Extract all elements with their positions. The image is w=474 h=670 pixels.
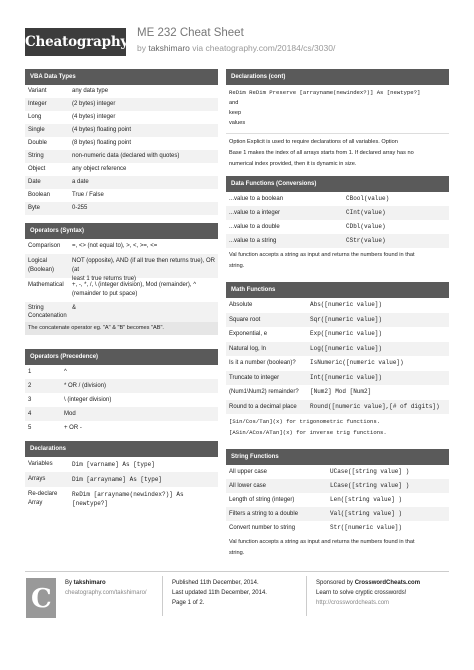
redim-line-4: values bbox=[229, 120, 246, 126]
row-value: True / False bbox=[72, 192, 104, 198]
row-label: Exponential, e bbox=[229, 331, 268, 337]
row-label: ...value to a string bbox=[229, 238, 277, 244]
footer-author-block bbox=[65, 578, 147, 598]
table-row bbox=[226, 465, 449, 479]
trig-note-line-1: [Sin/Cos/Tan](x) for trigonometric functions. bbox=[229, 418, 381, 425]
row-label: Convert number to string bbox=[229, 525, 296, 531]
redeclare-label: Re-declare Array bbox=[28, 491, 58, 506]
row-label: All lower case bbox=[229, 483, 267, 489]
byline-via: via bbox=[189, 43, 206, 53]
declarations-title: Declarations bbox=[25, 441, 218, 457]
row-value: ^ bbox=[64, 369, 67, 375]
declarations-cont-box bbox=[226, 69, 449, 172]
table-row bbox=[226, 192, 449, 206]
string-val-note-line-2: string. bbox=[229, 550, 245, 556]
row-value: any object reference bbox=[72, 166, 127, 172]
row-label: ...value to a integer bbox=[229, 210, 281, 216]
row-label: Integer bbox=[28, 101, 47, 107]
row-value: \ (integer division) bbox=[64, 397, 112, 403]
byline-prefix: by bbox=[137, 43, 149, 53]
row-value: any data type bbox=[72, 88, 109, 94]
row-label: 3 bbox=[28, 397, 32, 403]
table-row bbox=[25, 379, 218, 393]
row-value: Len([string value] ) bbox=[330, 496, 403, 503]
table-row bbox=[25, 202, 218, 215]
data-functions-box bbox=[226, 176, 449, 274]
operators-syntax-box bbox=[25, 223, 218, 335]
option-note-line-3: numerical index provided, then it is dynamic in size. bbox=[229, 161, 357, 167]
declarations-box bbox=[25, 441, 218, 511]
row-value: non-numeric data (declared with quotes) bbox=[72, 153, 180, 159]
sheet-url-link[interactable]: cheatography.com/20184/cs/3030/ bbox=[205, 43, 336, 53]
redeclare-code-line-1: ReDim [arrayname(newindex?)] As bbox=[72, 491, 184, 498]
variables-label: Variables bbox=[28, 461, 53, 467]
table-row bbox=[226, 234, 449, 248]
operators-precedence-title: Operators (Precedence) bbox=[25, 349, 218, 365]
row-value: Val([string value] ) bbox=[330, 510, 403, 517]
row-value: CBool(value) bbox=[346, 195, 390, 202]
row-label: 4 bbox=[28, 411, 32, 417]
table-row bbox=[226, 313, 449, 328]
operator-row-comparison bbox=[25, 239, 218, 254]
table-row bbox=[25, 407, 218, 421]
page-title: ME 232 Cheat Sheet bbox=[137, 27, 244, 39]
val-note-line-2: string. bbox=[229, 263, 245, 269]
row-label: Round to a decimal place bbox=[229, 403, 297, 410]
logical-line-1: NOT (opposite), AND (if all true then returns true), OR (at bbox=[72, 258, 215, 273]
precedence-table bbox=[25, 365, 218, 435]
footer-published: Published 11th December, 2014. bbox=[172, 580, 259, 586]
row-value: Log([numeric value]) bbox=[310, 344, 383, 352]
row-label: 2 bbox=[28, 383, 32, 389]
table-row bbox=[226, 342, 449, 357]
table-row bbox=[226, 356, 449, 371]
table-row bbox=[226, 298, 449, 313]
row-label: Double bbox=[28, 140, 48, 146]
row-value: LCase([string value] ) bbox=[330, 482, 410, 489]
row-value: 0-255 bbox=[72, 205, 88, 211]
avatar-c-icon: C bbox=[31, 584, 52, 614]
comparison-value: =, <> (not equal to), >, <, >=, <= bbox=[72, 243, 158, 249]
row-value: Sqr([numeric value]) bbox=[310, 315, 383, 323]
table-row bbox=[226, 220, 449, 234]
option-note-line-1: Option Explicit is used to require declarations of all variables. Option bbox=[229, 139, 398, 145]
table-row bbox=[25, 176, 218, 189]
footer-divider-1 bbox=[162, 576, 163, 616]
string-functions-title: String Functions bbox=[226, 449, 449, 465]
row-label: Truncate to integer bbox=[229, 374, 280, 381]
redim-line-1: ReDim ReDim Preserve [arrayname(newindex?)] As [newtype?] bbox=[229, 89, 421, 96]
row-label: All upper case bbox=[229, 469, 268, 475]
row-value: (2 bytes) integer bbox=[72, 101, 116, 107]
row-label: Is it a number (boolean)? bbox=[229, 360, 296, 366]
row-label: Length of string (integer) bbox=[229, 497, 295, 503]
vba-data-types-table bbox=[25, 85, 218, 215]
row-label: Single bbox=[28, 127, 45, 133]
operator-row-string bbox=[25, 302, 218, 322]
table-row bbox=[25, 365, 218, 379]
table-row bbox=[226, 400, 449, 415]
string-concat-value: & bbox=[72, 305, 77, 311]
footer-sponsor-link[interactable]: CrosswordCheats.com bbox=[354, 580, 421, 586]
math-functions-title: Math Functions bbox=[226, 282, 449, 298]
redim-preserve-block bbox=[226, 85, 449, 130]
vba-data-types-box bbox=[25, 69, 218, 215]
cheatography-logo[interactable]: Cheatography bbox=[25, 28, 126, 56]
val-note bbox=[226, 248, 449, 274]
row-value: Mod bbox=[64, 411, 76, 417]
row-value: a date bbox=[72, 179, 89, 185]
declarations-cont-title: Declarations (cont) bbox=[226, 69, 449, 85]
row-value: (4 bytes) floating point bbox=[72, 127, 132, 133]
string-functions-box bbox=[226, 449, 449, 561]
table-row bbox=[226, 371, 449, 386]
footer-sponsor-line: Learn to solve cryptic crosswords! bbox=[316, 590, 407, 596]
row-label: ...value to a boolean bbox=[229, 196, 284, 202]
table-row bbox=[25, 111, 218, 124]
row-label: Variant bbox=[28, 88, 47, 94]
row-label: ...value to a double bbox=[229, 224, 280, 230]
table-row bbox=[25, 85, 218, 98]
row-value: + OR - bbox=[64, 425, 82, 431]
redim-line-2: and bbox=[229, 100, 239, 106]
data-functions-title: Data Functions (Conversions) bbox=[226, 176, 449, 192]
footer-page: Page 1 of 2. bbox=[172, 600, 205, 606]
operator-row-mathematical bbox=[25, 278, 218, 302]
row-label: Long bbox=[28, 114, 42, 120]
footer-divider-2 bbox=[306, 576, 307, 616]
math-line-1: +, -, *, /, \ (integer division), Mod (remainder), ^ bbox=[72, 282, 197, 288]
row-value: [Num2] Mod [Num2] bbox=[310, 388, 372, 395]
string-functions-table bbox=[226, 465, 449, 535]
author-link[interactable]: takshimaro bbox=[148, 43, 190, 53]
row-value: CStr(value) bbox=[346, 237, 386, 244]
variables-code: Dim [varname] As [type] bbox=[72, 461, 155, 468]
footer-author-link[interactable]: takshimaro bbox=[73, 580, 106, 586]
table-row bbox=[25, 163, 218, 176]
operators-precedence-box bbox=[25, 349, 218, 435]
table-row bbox=[226, 385, 449, 400]
row-value: UCase([string value] ) bbox=[330, 468, 410, 475]
footer-by: By bbox=[65, 580, 74, 586]
logical-label bbox=[28, 257, 68, 275]
option-explicit-note bbox=[226, 134, 449, 172]
page-footer bbox=[25, 571, 449, 623]
row-label: Natural log, ln bbox=[229, 345, 267, 352]
trig-note bbox=[226, 414, 449, 440]
vba-data-types-title: VBA Data Types bbox=[25, 69, 218, 85]
logical-label-text: Logical (Boolean) bbox=[28, 258, 55, 273]
row-value: (4 bytes) integer bbox=[72, 114, 116, 120]
page-header bbox=[0, 0, 474, 64]
concatenate-note: The concatenate operator eg. "A" & "B" becomes "AB". bbox=[25, 322, 218, 335]
byline bbox=[137, 43, 335, 53]
row-value: CInt(value) bbox=[346, 209, 386, 216]
declaration-row-variables bbox=[25, 457, 218, 472]
footer-author-url[interactable]: cheatography.com/takshimaro/ bbox=[65, 590, 147, 596]
data-functions-table bbox=[226, 192, 449, 248]
math-label: Mathematical bbox=[28, 282, 64, 288]
logical-line-2: least 1 true returns true) bbox=[72, 276, 137, 282]
row-label: Filters a string to a double bbox=[229, 511, 299, 517]
table-row bbox=[25, 150, 218, 163]
row-label: Absolute bbox=[229, 302, 253, 308]
math-functions-box bbox=[226, 282, 449, 440]
table-row bbox=[226, 507, 449, 521]
table-row bbox=[25, 98, 218, 111]
string-concat-label: String Concatenation bbox=[28, 305, 67, 319]
table-row bbox=[25, 421, 218, 435]
math-value bbox=[72, 281, 196, 299]
footer-dates-block bbox=[172, 578, 267, 608]
row-value: CDbl(value) bbox=[346, 223, 386, 230]
footer-sponsor-prefix: Sponsored by bbox=[316, 580, 355, 586]
row-label: (Num1\Num2) remainder? bbox=[229, 389, 299, 395]
row-label: Boolean bbox=[28, 192, 51, 198]
row-label: 1 bbox=[28, 369, 32, 375]
arrays-code: Dim [arrayname] As [type] bbox=[72, 476, 163, 483]
row-label: Byte bbox=[28, 205, 41, 211]
arrays-label: Arrays bbox=[28, 476, 46, 482]
declaration-row-arrays bbox=[25, 472, 218, 487]
table-row bbox=[25, 189, 218, 202]
table-row bbox=[226, 327, 449, 342]
operator-row-logical bbox=[25, 254, 218, 282]
footer-updated: Last updated 11th December, 2014. bbox=[172, 590, 267, 596]
table-row bbox=[226, 206, 449, 220]
row-value: IsNumeric([numeric value]) bbox=[310, 359, 404, 366]
row-value: * OR / (division) bbox=[64, 383, 107, 389]
val-note-line-1: Val function accepts a string as input and returns the numbers found in that bbox=[229, 252, 415, 258]
string-val-note bbox=[226, 535, 449, 561]
row-label: String bbox=[28, 153, 44, 159]
option-note-line-2: Base 1 makes the index of all arrays starts from 1. If declared array has no bbox=[229, 150, 414, 156]
table-row bbox=[226, 521, 449, 535]
declaration-row-redeclare bbox=[25, 487, 218, 511]
table-row bbox=[25, 124, 218, 137]
footer-sponsor-url[interactable]: http://crosswordcheats.com bbox=[316, 600, 390, 606]
operators-syntax-title: Operators (Syntax) bbox=[25, 223, 218, 239]
row-value: Exp([numeric value]) bbox=[310, 330, 383, 337]
trig-note-line-2: [ASin/ACos/ATan](x) for inverse trig functions. bbox=[229, 429, 387, 436]
redeclare-code-line-2: [newtype?] bbox=[72, 500, 109, 507]
comparison-label: Comparison bbox=[28, 243, 61, 249]
redim-line-3: keep bbox=[229, 110, 242, 116]
row-label: Object bbox=[28, 166, 46, 172]
row-label: Square root bbox=[229, 316, 261, 323]
row-label: Date bbox=[28, 179, 41, 185]
row-value: Int([numeric value]) bbox=[310, 373, 383, 381]
row-value: (8 bytes) floating point bbox=[72, 140, 132, 146]
table-row bbox=[25, 393, 218, 407]
table-row bbox=[226, 493, 449, 507]
row-value: Abs([numeric value]) bbox=[310, 301, 383, 308]
row-value: Str([numeric value]) bbox=[330, 524, 403, 531]
author-avatar[interactable] bbox=[26, 578, 56, 618]
string-val-note-line-1: Val function accepts a string as input and returns the numbers found in that bbox=[229, 539, 415, 545]
redeclare-code bbox=[72, 490, 184, 508]
footer-sponsor-block bbox=[316, 578, 420, 608]
table-row bbox=[226, 479, 449, 493]
table-row bbox=[25, 137, 218, 150]
math-functions-table bbox=[226, 298, 449, 414]
row-value: Round([numeric value],[# of digits]) bbox=[310, 402, 440, 410]
math-line-2: (remainder to put space) bbox=[72, 291, 138, 297]
row-label: 5 bbox=[28, 425, 32, 431]
